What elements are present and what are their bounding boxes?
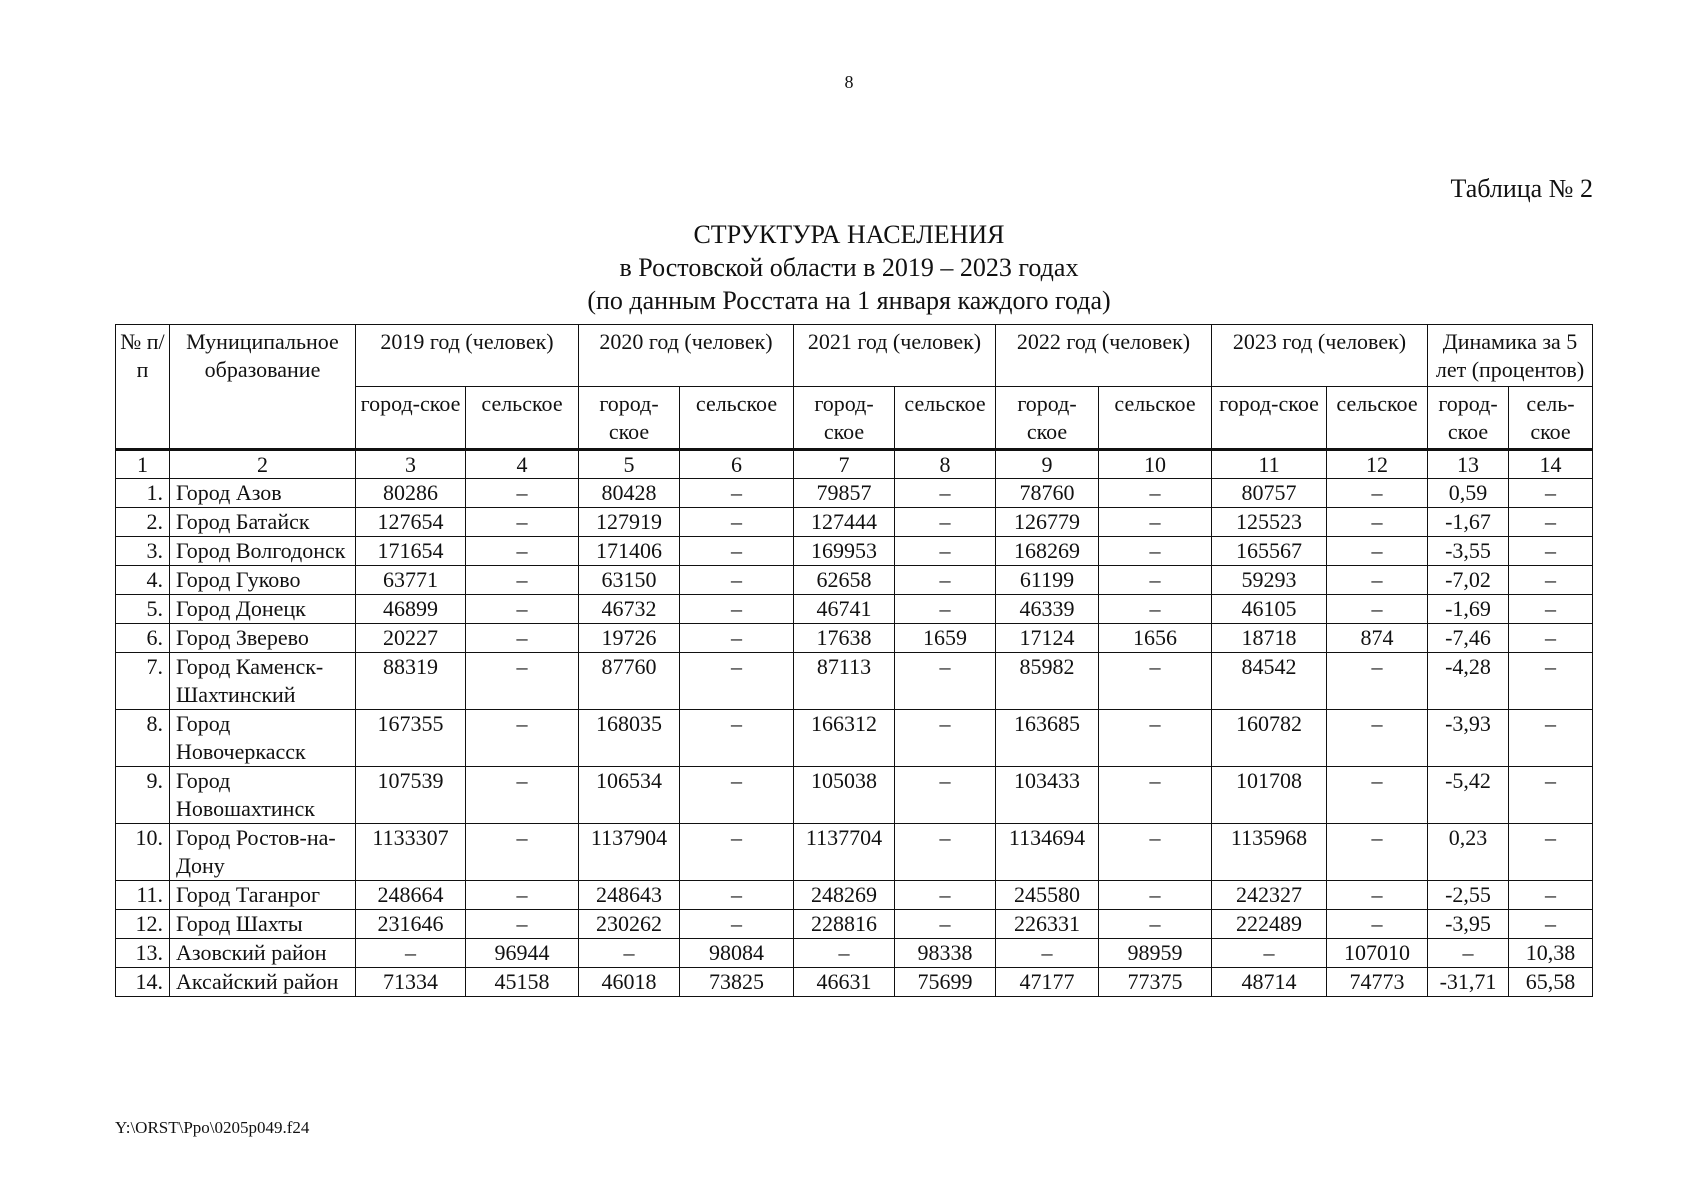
table-cell: 126779: [996, 508, 1099, 537]
table-cell: 103433: [996, 767, 1099, 824]
title-line-2: в Ростовской области в 2019 – 2023 годах: [619, 253, 1079, 282]
column-number: 10: [1099, 450, 1212, 479]
table-title: [0, 218, 1698, 317]
table-cell: -7,46: [1428, 624, 1509, 653]
table-cell: 248269: [794, 881, 895, 910]
header-rural: сельское: [1327, 387, 1428, 450]
table-cell: –: [680, 537, 794, 566]
table-cell: –: [1509, 710, 1593, 767]
table-cell: 98084: [680, 939, 794, 968]
table-cell: –: [1327, 710, 1428, 767]
table-cell: 1135968: [1212, 824, 1327, 881]
header-rural: сельское: [466, 387, 579, 450]
table-cell: –: [1327, 566, 1428, 595]
table-cell: –: [466, 595, 579, 624]
table-cell: 101708: [1212, 767, 1327, 824]
table-cell: 245580: [996, 881, 1099, 910]
municipality-name: Город Новочеркасск: [170, 710, 356, 767]
row-index: 13.: [116, 939, 170, 968]
column-number: 12: [1327, 450, 1428, 479]
header-year-2020: 2020 год (человек): [579, 325, 794, 387]
table-cell: 105038: [794, 767, 895, 824]
table-cell: 171406: [579, 537, 680, 566]
table-cell: –: [1509, 508, 1593, 537]
table-cell: 85982: [996, 653, 1099, 710]
column-number: 2: [170, 450, 356, 479]
table-cell: 80757: [1212, 479, 1327, 508]
table-cell: 0,59: [1428, 479, 1509, 508]
table-cell: 1137904: [579, 824, 680, 881]
column-number: 1: [116, 450, 170, 479]
column-number: 4: [466, 450, 579, 479]
table-cell: –: [1327, 595, 1428, 624]
table-cell: –: [466, 537, 579, 566]
header-municipality: Муниципальное образование: [170, 325, 356, 450]
row-index: 1.: [116, 479, 170, 508]
table-cell: –: [579, 939, 680, 968]
table-cell: –: [895, 910, 996, 939]
table-cell: 230262: [579, 910, 680, 939]
header-urban: город-ское: [579, 387, 680, 450]
table-cell: –: [895, 767, 996, 824]
table-cell: 1659: [895, 624, 996, 653]
table-cell: –: [1099, 710, 1212, 767]
table-cell: 1134694: [996, 824, 1099, 881]
table-cell: –: [1509, 624, 1593, 653]
table-cell: -3,55: [1428, 537, 1509, 566]
table-cell: –: [895, 710, 996, 767]
row-index: 7.: [116, 653, 170, 710]
table-cell: –: [1327, 653, 1428, 710]
table-row: [116, 710, 1593, 767]
table-cell: 45158: [466, 968, 579, 997]
table-cell: 47177: [996, 968, 1099, 997]
table-cell: –: [1509, 881, 1593, 910]
table-row: [116, 537, 1593, 566]
table-cell: 125523: [1212, 508, 1327, 537]
table-cell: 46741: [794, 595, 895, 624]
table-cell: 80428: [579, 479, 680, 508]
table-cell: 163685: [996, 710, 1099, 767]
table-cell: 874: [1327, 624, 1428, 653]
table-cell: 107010: [1327, 939, 1428, 968]
title-line-3: (по данным Росстата на 1 января каждого года): [587, 286, 1111, 315]
column-number: 5: [579, 450, 680, 479]
table-row: [116, 624, 1593, 653]
table-cell: –: [996, 939, 1099, 968]
table-cell: –: [895, 537, 996, 566]
table-cell: -1,69: [1428, 595, 1509, 624]
row-index: 10.: [116, 824, 170, 881]
table-cell: –: [466, 508, 579, 537]
municipality-name: Город Шахты: [170, 910, 356, 939]
table-cell: 222489: [1212, 910, 1327, 939]
table-cell: -2,55: [1428, 881, 1509, 910]
table-cell: –: [895, 595, 996, 624]
table-cell: 46631: [794, 968, 895, 997]
column-number: 13: [1428, 450, 1509, 479]
table-cell: –: [1099, 881, 1212, 910]
table-cell: –: [895, 653, 996, 710]
table-cell: 63771: [356, 566, 466, 595]
file-path-footer: Y:\ORST\Ppo\0205p049.f24: [115, 1118, 310, 1137]
table-cell: 61199: [996, 566, 1099, 595]
table-cell: 73825: [680, 968, 794, 997]
table-cell: –: [895, 824, 996, 881]
table-cell: 242327: [1212, 881, 1327, 910]
table-cell: –: [1509, 566, 1593, 595]
header-dynamics: Динамика за 5 лет (процентов): [1428, 325, 1593, 387]
table-row: [116, 566, 1593, 595]
table-cell: -1,67: [1428, 508, 1509, 537]
table-cell: –: [466, 910, 579, 939]
table-row: [116, 881, 1593, 910]
table-cell: –: [466, 566, 579, 595]
municipality-name: Город Гуково: [170, 566, 356, 595]
table-cell: 1137704: [794, 824, 895, 881]
table-cell: -4,28: [1428, 653, 1509, 710]
table-cell: 63150: [579, 566, 680, 595]
table-cell: 79857: [794, 479, 895, 508]
table-cell: –: [895, 881, 996, 910]
column-number: 8: [895, 450, 996, 479]
table-cell: –: [466, 479, 579, 508]
column-number: 6: [680, 450, 794, 479]
table-cell: 19726: [579, 624, 680, 653]
table-cell: –: [1212, 939, 1327, 968]
title-line-1: СТРУКТУРА НАСЕЛЕНИЯ: [693, 220, 1005, 249]
municipality-name: Город Таганрог: [170, 881, 356, 910]
column-number: 9: [996, 450, 1099, 479]
table-cell: –: [1327, 767, 1428, 824]
table-cell: –: [1509, 595, 1593, 624]
table-cell: 46732: [579, 595, 680, 624]
table-cell: –: [895, 479, 996, 508]
table-cell: 165567: [1212, 537, 1327, 566]
table-cell: 168269: [996, 537, 1099, 566]
table-cell: 17124: [996, 624, 1099, 653]
table-cell: –: [466, 824, 579, 881]
table-cell: –: [1099, 566, 1212, 595]
table-row: [116, 968, 1593, 997]
municipality-name: Город Ростов-на-Дону: [170, 824, 356, 881]
table-cell: –: [1509, 824, 1593, 881]
table-cell: 248664: [356, 881, 466, 910]
table-cell: 46899: [356, 595, 466, 624]
table-cell: –: [466, 653, 579, 710]
header-year-2023: 2023 год (человек): [1212, 325, 1428, 387]
population-table: [115, 324, 1593, 997]
column-number: 14: [1509, 450, 1593, 479]
table-cell: –: [895, 508, 996, 537]
table-label: Таблица № 2: [1450, 174, 1593, 203]
table-cell: 169953: [794, 537, 895, 566]
table-cell: –: [680, 566, 794, 595]
table-cell: 59293: [1212, 566, 1327, 595]
header-urban: город-ское: [996, 387, 1099, 450]
table-row: [116, 479, 1593, 508]
table-cell: –: [794, 939, 895, 968]
table-cell: 65,58: [1509, 968, 1593, 997]
table-cell: –: [1327, 881, 1428, 910]
table-cell: 127444: [794, 508, 895, 537]
table-cell: –: [680, 479, 794, 508]
row-index: 14.: [116, 968, 170, 997]
table-cell: –: [1099, 653, 1212, 710]
row-index: 4.: [116, 566, 170, 595]
table-cell: 107539: [356, 767, 466, 824]
table-cell: 17638: [794, 624, 895, 653]
table-cell: 75699: [895, 968, 996, 997]
column-number: 3: [356, 450, 466, 479]
table-cell: 167355: [356, 710, 466, 767]
table-cell: –: [680, 653, 794, 710]
header-year-2019: 2019 год (человек): [356, 325, 579, 387]
table-cell: 18718: [1212, 624, 1327, 653]
table-row: [116, 595, 1593, 624]
table-cell: 48714: [1212, 968, 1327, 997]
column-number-row: [116, 450, 1593, 479]
header-urban: город-ское: [1212, 387, 1327, 450]
table-cell: –: [1428, 939, 1509, 968]
table-cell: –: [1327, 479, 1428, 508]
table-cell: –: [1099, 537, 1212, 566]
row-index: 11.: [116, 881, 170, 910]
table-row: [116, 767, 1593, 824]
table-cell: 71334: [356, 968, 466, 997]
column-number: 11: [1212, 450, 1327, 479]
table-body: [116, 450, 1593, 997]
table-cell: 1656: [1099, 624, 1212, 653]
table-cell: 10,38: [1509, 939, 1593, 968]
table-cell: 106534: [579, 767, 680, 824]
table-cell: 88319: [356, 653, 466, 710]
table-cell: 171654: [356, 537, 466, 566]
table-cell: 166312: [794, 710, 895, 767]
table-cell: -7,02: [1428, 566, 1509, 595]
table-cell: 231646: [356, 910, 466, 939]
header-urban-short: город-ское: [1428, 387, 1509, 450]
header-year-2021: 2021 год (человек): [794, 325, 996, 387]
table-cell: –: [680, 508, 794, 537]
table-cell: 62658: [794, 566, 895, 595]
table-cell: –: [1327, 508, 1428, 537]
table-cell: –: [466, 767, 579, 824]
table-row: [116, 910, 1593, 939]
table-cell: 78760: [996, 479, 1099, 508]
municipality-name: Город Батайск: [170, 508, 356, 537]
table-cell: 20227: [356, 624, 466, 653]
table-cell: –: [680, 767, 794, 824]
header-rural-short: сель-ское: [1509, 387, 1593, 450]
table-cell: –: [1099, 508, 1212, 537]
table-cell: 96944: [466, 939, 579, 968]
table-cell: –: [466, 710, 579, 767]
municipality-name: Город Волгодонск: [170, 537, 356, 566]
table-cell: 98338: [895, 939, 996, 968]
table-cell: –: [895, 566, 996, 595]
header-urban: город-ское: [356, 387, 466, 450]
table-cell: -5,42: [1428, 767, 1509, 824]
table-cell: –: [1327, 537, 1428, 566]
table-cell: –: [466, 624, 579, 653]
page-number: 8: [844, 72, 854, 92]
table-cell: 160782: [1212, 710, 1327, 767]
table-cell: 98959: [1099, 939, 1212, 968]
table-cell: –: [1327, 910, 1428, 939]
row-index: 6.: [116, 624, 170, 653]
table-row: [116, 824, 1593, 881]
row-index: 12.: [116, 910, 170, 939]
table-cell: –: [1327, 824, 1428, 881]
table-cell: 1133307: [356, 824, 466, 881]
table-cell: –: [1099, 595, 1212, 624]
municipality-name: Город Новошахтинск: [170, 767, 356, 824]
table-cell: –: [466, 881, 579, 910]
table-cell: –: [1509, 537, 1593, 566]
municipality-name: Город Каменск-Шахтинский: [170, 653, 356, 710]
header-rural: сельское: [895, 387, 996, 450]
row-index: 9.: [116, 767, 170, 824]
table-cell: 87760: [579, 653, 680, 710]
column-number: 7: [794, 450, 895, 479]
table-cell: 228816: [794, 910, 895, 939]
table-cell: –: [680, 824, 794, 881]
row-index: 3.: [116, 537, 170, 566]
header-urban: город-ское: [794, 387, 895, 450]
table-cell: –: [1099, 910, 1212, 939]
table-cell: 80286: [356, 479, 466, 508]
row-index: 5.: [116, 595, 170, 624]
table-cell: -3,93: [1428, 710, 1509, 767]
row-index: 2.: [116, 508, 170, 537]
table-cell: -3,95: [1428, 910, 1509, 939]
table-cell: 0,23: [1428, 824, 1509, 881]
table-cell: 127919: [579, 508, 680, 537]
table-cell: 248643: [579, 881, 680, 910]
table-cell: 84542: [1212, 653, 1327, 710]
table-cell: 46105: [1212, 595, 1327, 624]
table-cell: 127654: [356, 508, 466, 537]
table-cell: –: [1509, 653, 1593, 710]
table-cell: –: [680, 710, 794, 767]
table-cell: –: [1509, 910, 1593, 939]
table-cell: 168035: [579, 710, 680, 767]
municipality-name: Город Зверево: [170, 624, 356, 653]
table-cell: –: [1509, 479, 1593, 508]
row-index: 8.: [116, 710, 170, 767]
municipality-name: Город Азов: [170, 479, 356, 508]
table-cell: –: [680, 881, 794, 910]
municipality-name: Город Донецк: [170, 595, 356, 624]
table-cell: –: [1099, 479, 1212, 508]
header-rural: сельское: [680, 387, 794, 450]
table-row: [116, 939, 1593, 968]
municipality-name: Аксайский район: [170, 968, 356, 997]
table-row: [116, 653, 1593, 710]
table-cell: 46339: [996, 595, 1099, 624]
header-no: № п/п: [116, 325, 170, 450]
table-cell: –: [680, 910, 794, 939]
table-cell: –: [1099, 824, 1212, 881]
table-row: [116, 508, 1593, 537]
table-cell: 226331: [996, 910, 1099, 939]
table-cell: –: [1099, 767, 1212, 824]
table-cell: –: [680, 624, 794, 653]
table-cell: –: [680, 595, 794, 624]
table-cell: -31,71: [1428, 968, 1509, 997]
table-cell: 46018: [579, 968, 680, 997]
table-cell: 74773: [1327, 968, 1428, 997]
header-rural: сельское: [1099, 387, 1212, 450]
table-cell: –: [1509, 767, 1593, 824]
header-year-2022: 2022 год (человек): [996, 325, 1212, 387]
table-cell: 87113: [794, 653, 895, 710]
table-cell: –: [356, 939, 466, 968]
municipality-name: Азовский район: [170, 939, 356, 968]
table-cell: 77375: [1099, 968, 1212, 997]
